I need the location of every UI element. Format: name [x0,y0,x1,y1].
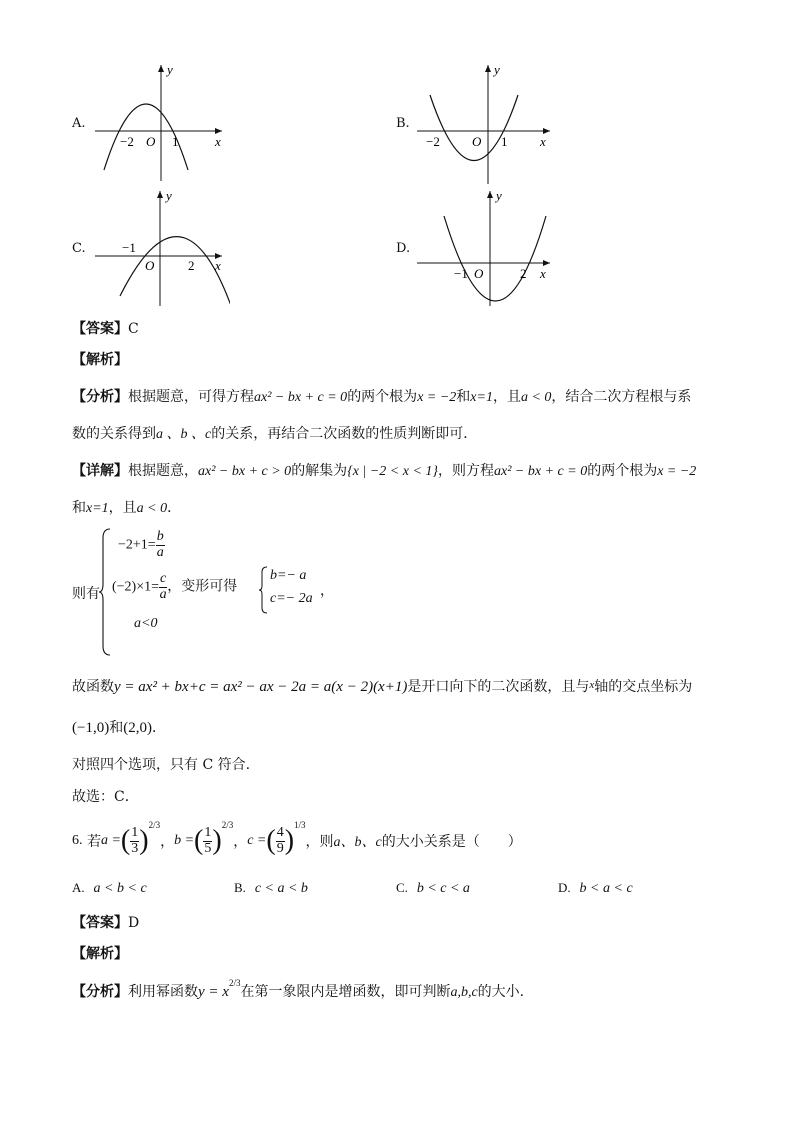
graph-c-origin: O [145,258,155,273]
numerator: 1 [204,824,212,840]
graph-a-y-label: y [167,62,173,77]
paren: ( [120,825,131,856]
b-lhs: b = [174,833,195,848]
fraction-a [130,826,139,856]
solution-set: {x | −2 < x < 1} [347,464,439,479]
q6-option-b [234,880,308,897]
graph-d-x-label: x [540,266,546,281]
fraction-c [276,826,285,856]
option-label: A. [72,880,85,895]
c-lhs: c = [247,833,267,848]
text: 根据题意，可得方程 [128,389,254,405]
q5-xiangjie-line2 [72,497,181,517]
graph-c-y-label: y [166,188,172,203]
option-text: b < a < c [579,881,633,896]
text: ，变形可得 [167,578,238,595]
text: 和 [72,500,86,516]
fraction-b [203,826,212,856]
equation: ax² − bx + c = 0 [254,390,348,405]
q6-analysis-tag: 【解析】 [72,946,128,962]
point: (−1,0) [72,720,110,736]
option-label: D. [558,880,571,895]
graph-c-tick-2: 2 [188,258,195,273]
q6-question [72,818,522,864]
graph-a-origin: O [146,134,156,149]
power-exponent: 2/3 [228,978,241,988]
graph-d-tick-neg1: −1 [454,266,468,281]
q6-fenxi-tag: 【分析】 [72,984,128,1000]
q5-answer [72,318,139,338]
separator: ， [233,834,248,850]
q6-answer [72,912,139,932]
q5-compare: 对照四个选项，只有 C 符合. [72,757,251,773]
option-b-label: B. [396,116,410,131]
variables: a、b、c [333,835,382,850]
exponent-a: 2/3 [148,820,161,830]
q5-answer-value: C [128,321,139,337]
inequality: ax² − bx + c > 0 [198,464,292,479]
text: ，则方程 [438,463,495,479]
text: 在第一象限内是增函数，即可判断 [240,984,451,1000]
numerator: 1 [131,824,139,840]
graph-d-tick-2: 2 [520,266,527,281]
separator: ， [160,834,175,850]
q6-option-a [72,880,147,897]
option-label: B. [234,880,246,895]
q5-fenxi-line1 [72,386,691,406]
q6-answer-tag: 【答案】 [72,915,128,931]
sys-line2 [112,572,237,602]
text: ． [167,500,182,516]
text: ，且 [108,500,137,516]
text: 轴的交点坐标为 [594,679,693,695]
option-d-label: D. [396,241,411,256]
root: x = −2 [417,390,457,405]
q5-xiangjie-line1 [72,460,696,480]
option-text: b < c < a [416,881,470,896]
graph-b [412,60,557,185]
text: 是开口向下的二次函数，且与 [407,679,590,695]
text: 的解集为 [291,463,348,479]
text: 和 [456,389,471,405]
text: (−2)×1= [112,579,160,595]
q5-analysis-tag: 【解析】 [72,352,128,368]
option-label: C. [396,880,408,895]
q5-func-line1 [72,676,692,696]
graph-a-x-label: x [215,134,221,149]
sys-brace-left [98,528,112,656]
sys2-line1: b=− a [270,568,307,583]
fraction-c-over-a [159,572,167,602]
text: ，则 [305,834,334,850]
point: (2,0) [123,720,152,736]
graph-c-x-label: x [215,258,221,273]
question-number: 6. [72,833,83,848]
graph-b-origin: O [472,134,482,149]
graph-a-tick-neg2: −2 [120,134,134,149]
option-text: a < b < c [93,881,147,896]
root: x = −2 [657,464,697,479]
text: 的关系，再结合二次函数的性质判断即可． [211,426,478,442]
q6-option-d [558,880,633,897]
denominator: 3 [131,840,139,856]
text: 利用幂函数 [128,984,198,1000]
option-text: c < a < b [254,881,308,896]
graph-d-y-label: y [496,188,502,203]
denominator: a [156,544,164,560]
graph-c-tick-neg1: −1 [122,240,136,255]
root: x=1 [470,390,493,405]
text: 根据题意， [128,463,198,479]
graph-d-origin: O [474,266,484,281]
text: 故函数 [72,679,114,695]
text: 若 [86,834,101,850]
paren: ) [212,825,222,856]
text: 和 [109,720,124,736]
text: 的两个根为 [587,463,658,479]
power-function: y = x [198,984,229,1000]
option-a-label: A. [72,116,86,131]
text: −2+1= [118,537,156,553]
root: x=1 [86,501,109,516]
exponent-b: 2/3 [221,820,234,830]
graph-b-x-label: x [540,134,546,149]
condition: a < 0 [520,390,552,405]
a-lhs: a = [100,833,121,848]
variables: a 、b 、c [156,427,212,442]
q6-fenxi [72,978,524,1001]
paren: ) [139,825,149,856]
sys2-line2: c=− 2a [270,591,313,606]
sys-line1 [118,530,165,560]
q5-func-line2 [72,717,166,737]
sys-line3: a<0 [134,616,158,631]
graph-b-tick-neg2: −2 [426,134,440,149]
text: 的大小关系是（ ） [381,834,522,850]
q5-answer-tag: 【答案】 [72,321,128,337]
paren: ( [266,825,276,856]
graph-b-y-label: y [494,62,500,77]
graph-b-tick-1: 1 [501,134,508,149]
x-var: x [589,679,595,691]
option-c-label: C. [72,241,86,256]
numerator: 4 [276,824,284,840]
graph-d [412,186,557,308]
sys-brace-right [258,566,268,614]
denominator: 5 [204,840,212,856]
numerator: c [160,571,167,586]
q6-option-c [396,880,470,897]
q5-fenxi-line2 [72,423,477,443]
q5-fenxi-tag: 【分析】 [72,389,128,405]
fraction-b-over-a [156,530,165,560]
function-expression: y = ax² + bx+c = ax² − ax − 2a = a(x − 2)(x+1) [114,679,408,695]
denominator: 9 [276,840,284,856]
variables: a,b,c [450,985,478,1000]
text: ，且 [492,389,521,405]
q5-choose: 故选：C． [72,789,139,805]
denominator: a [159,586,167,602]
sys2-end: ， [320,583,334,599]
text: ． [151,720,166,736]
q5-xiangjie-tag: 【详解】 [72,463,128,479]
q5-system [72,528,412,658]
text: 的大小. [477,984,525,1000]
text: 的两个根为 [347,389,418,405]
paren: ) [284,825,295,856]
graph-a [90,60,230,185]
q6-answer-value: D [128,915,140,931]
sys-prefix: 则有 [72,586,100,602]
graph-a-tick-1: 1 [172,134,179,149]
text: ，结合二次方程根与系 [551,389,692,405]
exponent-c: 1/3 [294,820,306,830]
graph-c [90,186,230,308]
equation: ax² − bx + c = 0 [494,464,588,479]
paren: ( [194,825,204,856]
condition: a < 0 [136,501,168,516]
text: 数的关系得到 [72,426,156,442]
numerator: b [156,529,164,544]
